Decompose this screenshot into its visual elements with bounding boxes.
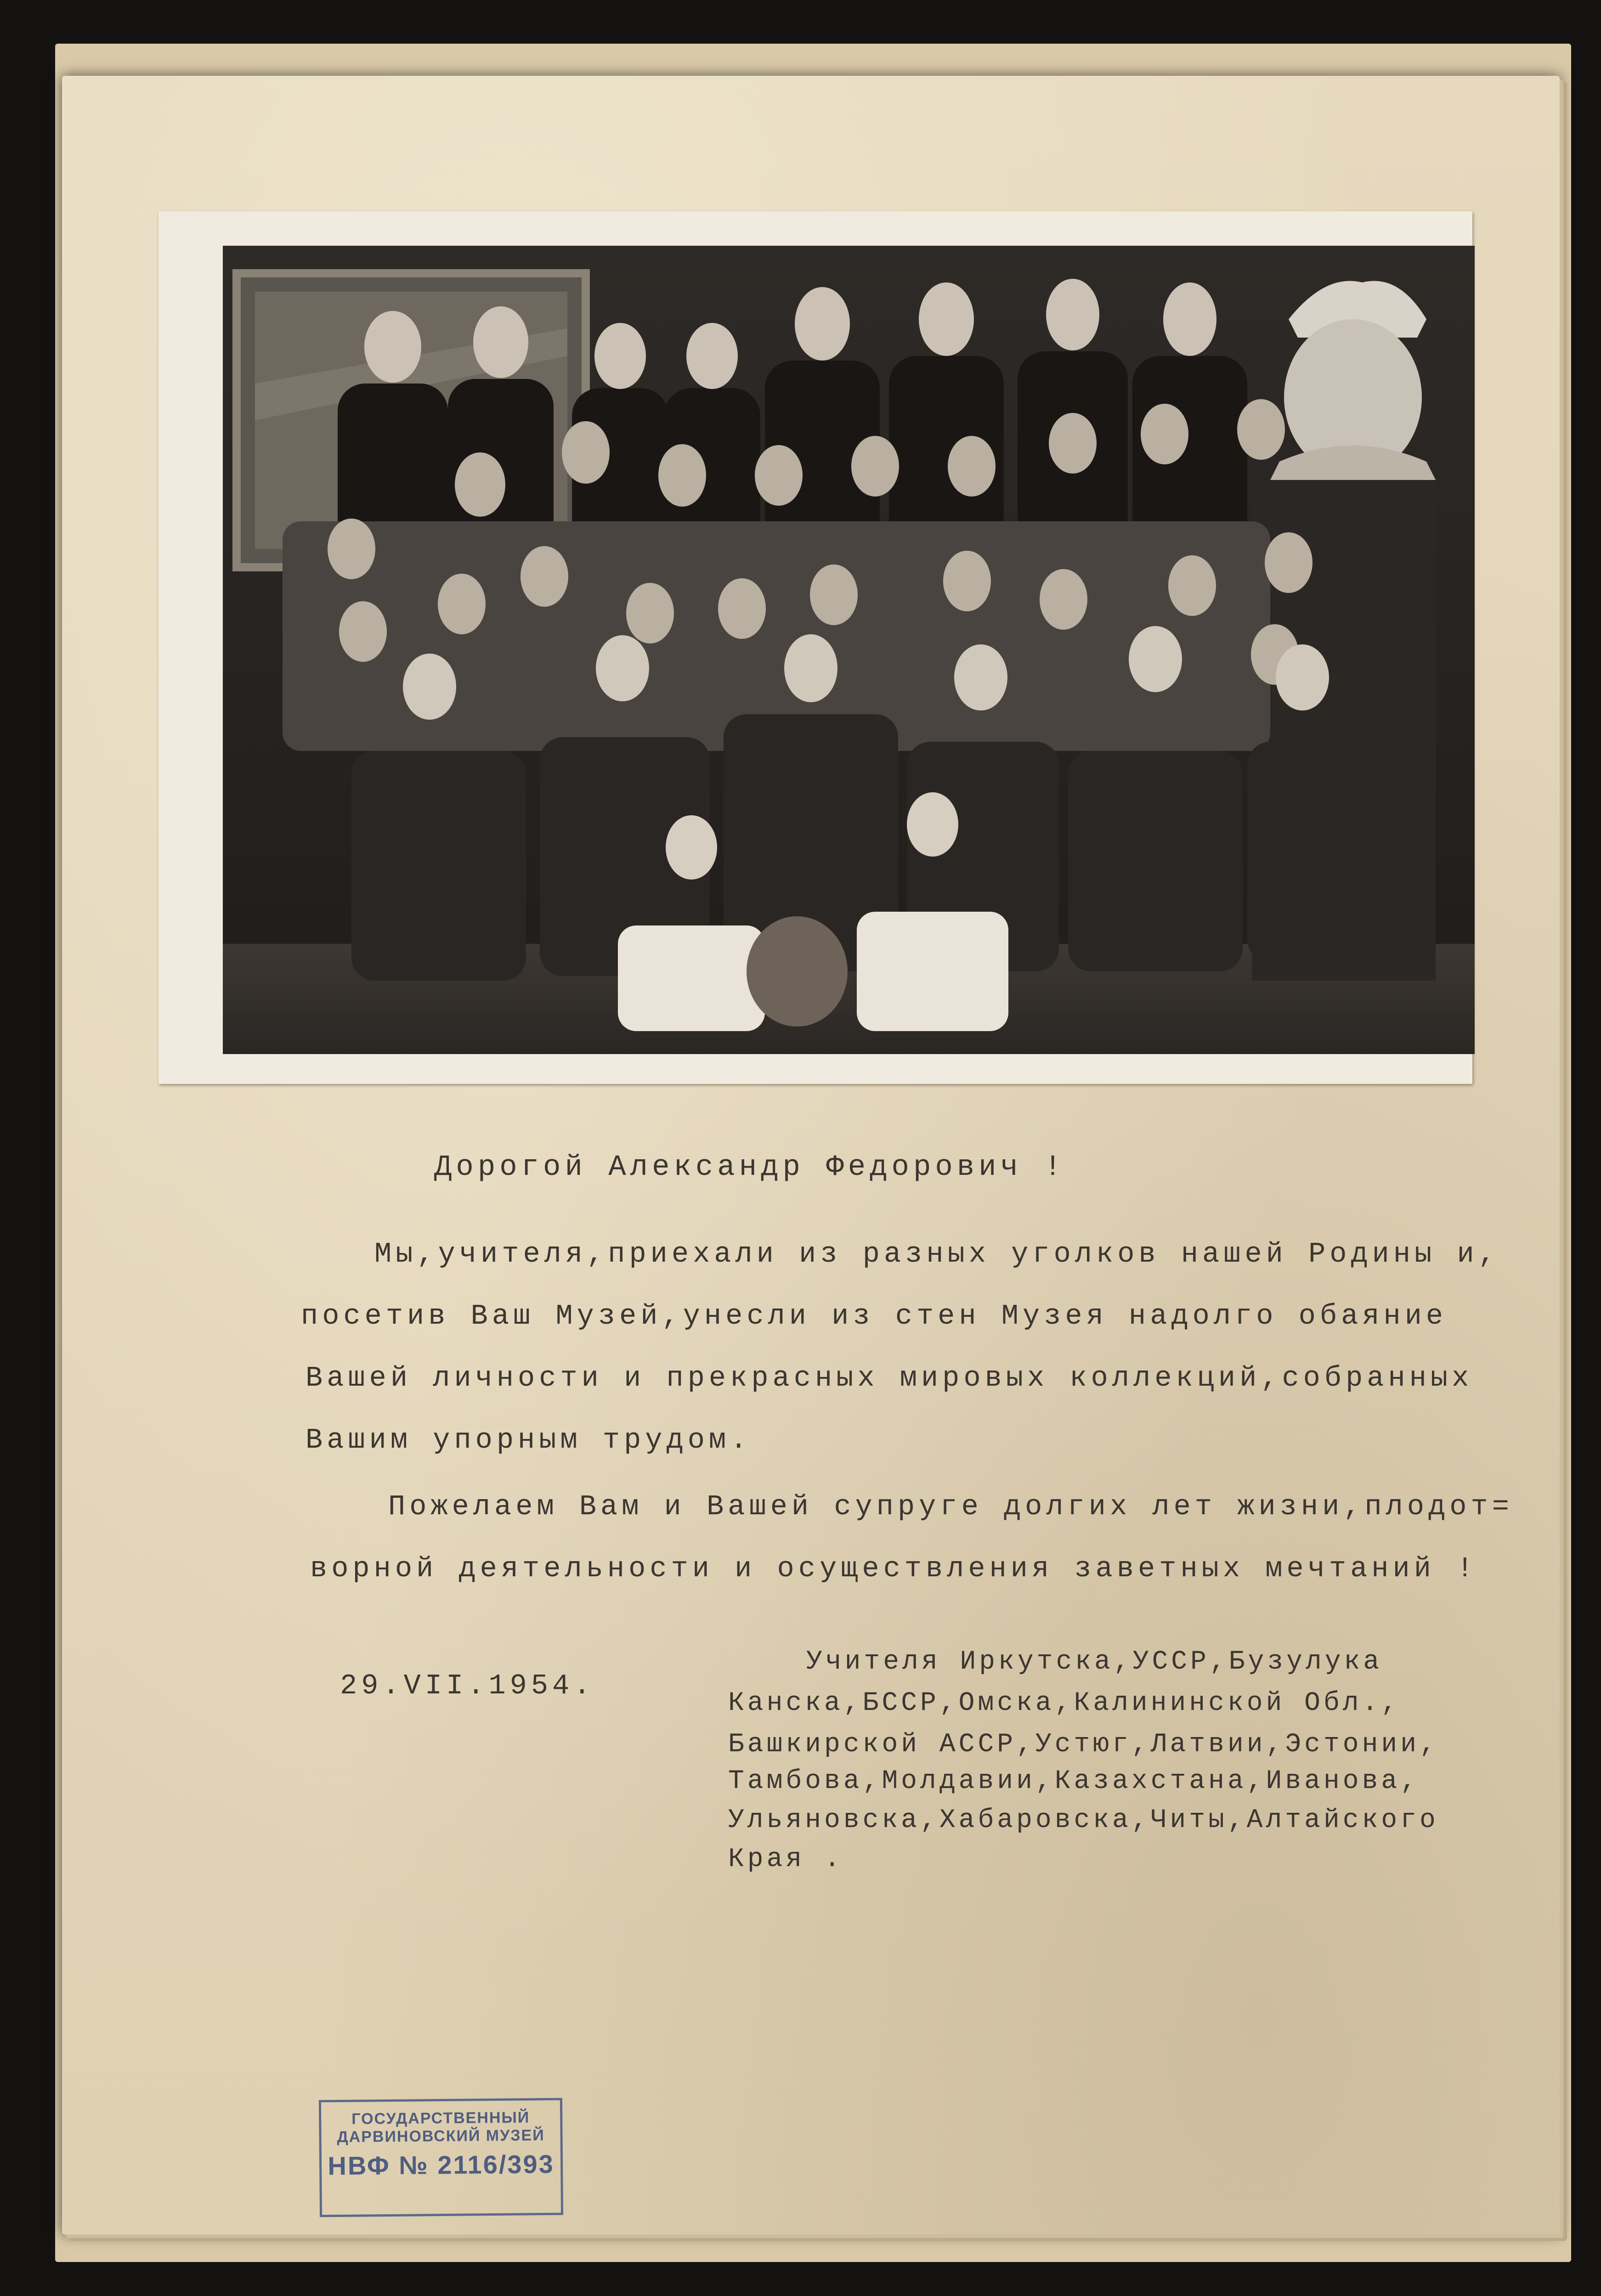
letter-body-line-2: посетив Ваш Музей,унесли из стен Музея надолго обаяние [301, 1300, 1448, 1332]
letter-body-line-1: Мы,учителя,приехали из разных уголков нашей Родины и, [374, 1238, 1499, 1270]
signature-line-1: Учителя Иркутска,УССР,Бузулука [806, 1647, 1383, 1677]
letter-salutation: Дорогой Александр Федорович ! [434, 1151, 1066, 1184]
stamp-inventory-number: НВФ № 2116/393 [328, 2149, 555, 2181]
signature-line-4: Тамбова,Молдавии,Казахстана,Иванова, [728, 1766, 1420, 1796]
museum-inventory-stamp [319, 2098, 563, 2217]
group-photo-drawing [223, 246, 1475, 1054]
letter-date: 29.VII.1954. [340, 1670, 595, 1702]
signature-line-5: Ульяновска,Хабаровска,Читы,Алтайского [728, 1805, 1439, 1835]
stamp-line-1: ГОСУДАРСТВЕННЫЙ [351, 2109, 530, 2128]
signature-line-3: Башкирской АССР,Устюг,Латвии,Эстонии, [728, 1730, 1439, 1760]
signature-line-6: Края . [728, 1845, 843, 1874]
letter-body-line-6: ворной деятельности и осуществления заветных мечтаний ! [310, 1552, 1478, 1585]
signature-line-2: Канска,БССР,Омска,Калининской Обл., [728, 1688, 1401, 1718]
group-photograph [223, 246, 1475, 1054]
photo-mount [158, 211, 1472, 1084]
letter-body-line-3: Вашей личности и прекрасных мировых коллекций,собранных [305, 1362, 1473, 1394]
letter-body-line-4: Вашим упорным трудом. [305, 1424, 752, 1456]
small-dog [747, 916, 848, 1027]
letter-body-line-5: Пожелаем Вам и Вашей супруге долгих лет жизни,плодот= [388, 1490, 1513, 1523]
stamp-line-2: ДАРВИНОВСКИЙ МУЗЕЙ [337, 2127, 545, 2146]
